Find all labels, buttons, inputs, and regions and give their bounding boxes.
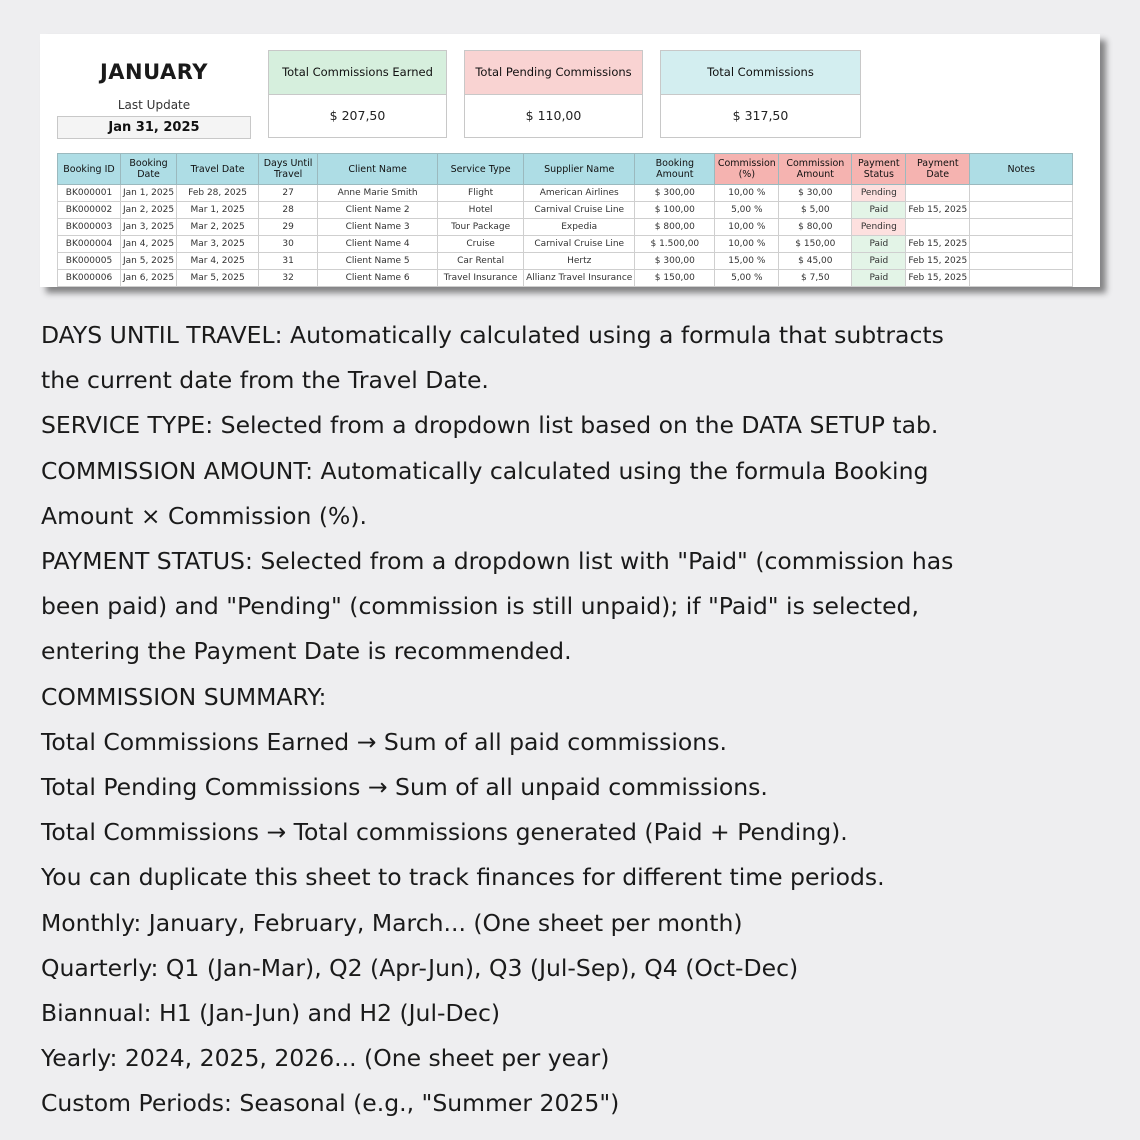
table-cell[interactable]: Tour Package — [438, 219, 524, 236]
table-row — [58, 185, 1073, 202]
table-row — [58, 202, 1073, 219]
note-line: Amount × Commission (%). — [41, 501, 367, 530]
table-cell[interactable]: Mar 2, 2025 — [177, 219, 259, 236]
table-cell[interactable]: Paid — [852, 236, 906, 253]
note-line: Monthly: January, February, March... (One sheet per month) — [41, 908, 743, 937]
last-update-label: Last Update — [117, 98, 191, 112]
table-cell[interactable]: 31 — [259, 253, 318, 270]
card-label: Total Pending Commissions — [465, 51, 642, 95]
column-header[interactable]: Commission (%) — [715, 154, 779, 185]
column-header[interactable]: Payment Date — [906, 154, 970, 185]
table-row — [58, 270, 1073, 287]
table-cell[interactable]: Allianz Travel Insurance — [524, 270, 635, 287]
table-cell[interactable]: Paid — [852, 270, 906, 287]
note-line: DAYS UNTIL TRAVEL: Automatically calculated using a formula that subtracts — [41, 321, 944, 349]
table-cell[interactable]: $ 80,00 — [779, 219, 852, 236]
table-cell[interactable]: Feb 15, 2025 — [906, 253, 970, 270]
note-line: COMMISSION AMOUNT: Automatically calculated using the formula Booking — [41, 456, 929, 485]
table-cell[interactable]: Mar 1, 2025 — [177, 202, 259, 219]
table-cell[interactable]: Feb 15, 2025 — [906, 236, 970, 253]
table-row — [58, 236, 1073, 253]
table-cell[interactable]: 28 — [259, 202, 318, 219]
table-cell[interactable] — [970, 219, 1073, 236]
note-line: been paid) and "Pending" (commission is still unpaid); if "Paid" is selected, — [41, 592, 919, 621]
table-cell[interactable]: $ 300,00 — [635, 253, 715, 270]
column-header[interactable]: Booking Amount — [635, 154, 715, 185]
table-cell[interactable]: Feb 28, 2025 — [177, 185, 259, 202]
table-cell[interactable]: 5,00 % — [715, 270, 779, 287]
table-cell[interactable]: 10,00 % — [715, 236, 779, 253]
table-cell[interactable]: Mar 3, 2025 — [177, 236, 259, 253]
total-pending-card — [464, 50, 643, 138]
table-cell[interactable]: $ 300,00 — [635, 185, 715, 202]
table-cell[interactable]: Expedia — [524, 219, 635, 236]
table-cell[interactable]: Carnival Cruise Line — [524, 202, 635, 219]
column-header[interactable]: Travel Date — [177, 154, 259, 185]
table-cell[interactable]: $ 7,50 — [779, 270, 852, 287]
table-cell[interactable]: BK000002 — [58, 202, 121, 219]
table-cell[interactable]: Paid — [852, 202, 906, 219]
table-cell[interactable]: Jan 5, 2025 — [121, 253, 177, 270]
table-cell[interactable]: BK000004 — [58, 236, 121, 253]
column-header[interactable]: Booking ID — [58, 154, 121, 185]
table-cell[interactable]: Jan 3, 2025 — [121, 219, 177, 236]
table-cell[interactable]: 29 — [259, 219, 318, 236]
table-cell[interactable]: Feb 15, 2025 — [906, 270, 970, 287]
last-update-date[interactable]: Jan 31, 2025 — [57, 116, 251, 139]
note-line: Custom Periods: Seasonal (e.g., "Summer 2025") — [41, 1089, 620, 1118]
table-cell[interactable]: Mar 5, 2025 — [177, 270, 259, 287]
table-cell[interactable]: 15,00 % — [715, 253, 779, 270]
table-cell[interactable] — [970, 270, 1073, 287]
table-cell[interactable]: BK000005 — [58, 253, 121, 270]
table-cell[interactable]: Jan 4, 2025 — [121, 236, 177, 253]
table-cell[interactable]: $ 45,00 — [779, 253, 852, 270]
note-line: Biannual: H1 (Jan-Jun) and H2 (Jul-Dec) — [41, 999, 501, 1028]
table-cell[interactable]: Client Name 5 — [318, 253, 438, 270]
table-cell[interactable]: Hertz — [524, 253, 635, 270]
column-header[interactable]: Booking Date — [121, 154, 177, 185]
table-cell[interactable]: Pending — [852, 219, 906, 236]
table-cell[interactable]: Paid — [852, 253, 906, 270]
note-line: entering the Payment Date is recommended. — [41, 637, 572, 666]
table-cell[interactable]: Feb 15, 2025 — [906, 202, 970, 219]
card-value: $ 110,00 — [525, 108, 582, 123]
table-cell[interactable]: Anne Marie Smith — [318, 185, 438, 202]
card-label: Total Commissions Earned — [269, 51, 446, 95]
column-header[interactable]: Service Type — [438, 154, 524, 185]
table-cell[interactable]: American Airlines — [524, 185, 635, 202]
column-header[interactable]: Notes — [970, 154, 1073, 185]
instructions-text — [41, 313, 1121, 1127]
table-cell[interactable]: 27 — [259, 185, 318, 202]
table-cell[interactable]: $ 800,00 — [635, 219, 715, 236]
table-cell[interactable]: $ 150,00 — [635, 270, 715, 287]
table-cell[interactable]: Mar 4, 2025 — [177, 253, 259, 270]
note-line: COMMISSION SUMMARY: — [41, 682, 327, 711]
table-cell[interactable]: 32 — [259, 270, 318, 287]
note-line: Yearly: 2024, 2025, 2026... (One sheet per year) — [41, 1044, 610, 1073]
note-line: Quarterly: Q1 (Jan-Mar), Q2 (Apr-Jun), Q3 (Jul-Sep), Q4 (Oct-Dec) — [41, 953, 799, 982]
table-cell[interactable] — [970, 185, 1073, 202]
column-header[interactable]: Commission Amount — [779, 154, 852, 185]
note-line: Total Commissions → Total commissions generated (Paid + Pending). — [41, 818, 848, 847]
table-cell[interactable]: $ 100,00 — [635, 202, 715, 219]
table-cell[interactable]: Client Name 2 — [318, 202, 438, 219]
table-cell[interactable]: Client Name 3 — [318, 219, 438, 236]
table-cell[interactable]: $ 150,00 — [779, 236, 852, 253]
table-header-row — [58, 154, 1073, 185]
table-cell[interactable]: 30 — [259, 236, 318, 253]
note-line: You can duplicate this sheet to track finances for different time periods. — [41, 863, 885, 892]
table-cell[interactable]: Travel Insurance — [438, 270, 524, 287]
note-line: the current date from the Travel Date. — [41, 366, 489, 395]
table-cell[interactable]: 5,00 % — [715, 202, 779, 219]
table-cell[interactable]: $ 5,00 — [779, 202, 852, 219]
table-cell[interactable]: BK000003 — [58, 219, 121, 236]
table-cell[interactable]: Jan 6, 2025 — [121, 270, 177, 287]
table-cell[interactable]: $ 1.500,00 — [635, 236, 715, 253]
column-header[interactable]: Client Name — [318, 154, 438, 185]
table-row — [58, 219, 1073, 236]
card-label: Total Commissions — [661, 51, 860, 95]
column-header[interactable]: Days Until Travel — [259, 154, 318, 185]
table-cell[interactable] — [970, 236, 1073, 253]
note-line: Total Commissions Earned → Sum of all paid commissions. — [41, 727, 727, 756]
table-cell[interactable] — [906, 219, 970, 236]
note-line: SERVICE TYPE: Selected from a dropdown list based on the DATA SETUP tab. — [41, 411, 939, 440]
column-header[interactable]: Payment Status — [852, 154, 906, 185]
total-earned-card — [268, 50, 447, 138]
column-header[interactable]: Supplier Name — [524, 154, 635, 185]
table-cell[interactable]: $ 30,00 — [779, 185, 852, 202]
card-value: $ 207,50 — [329, 108, 386, 123]
table-cell[interactable]: 10,00 % — [715, 219, 779, 236]
table-cell[interactable]: Client Name 4 — [318, 236, 438, 253]
table-cell[interactable]: Pending — [852, 185, 906, 202]
table-cell[interactable]: Jan 1, 2025 — [121, 185, 177, 202]
spreadsheet-screenshot — [40, 34, 1100, 287]
table-cell[interactable] — [906, 185, 970, 202]
table-cell[interactable]: Hotel — [438, 202, 524, 219]
table-cell[interactable]: Client Name 6 — [318, 270, 438, 287]
table-cell[interactable] — [970, 253, 1073, 270]
table-cell[interactable]: Car Rental — [438, 253, 524, 270]
table-cell[interactable]: 10,00 % — [715, 185, 779, 202]
note-line: PAYMENT STATUS: Selected from a dropdown list with "Paid" (commission has — [41, 547, 954, 576]
table-cell[interactable]: Flight — [438, 185, 524, 202]
table-cell[interactable]: BK000006 — [58, 270, 121, 287]
card-value: $ 317,50 — [732, 108, 789, 123]
table-row — [58, 253, 1073, 270]
table-cell[interactable]: Cruise — [438, 236, 524, 253]
bookings-table — [57, 153, 1073, 287]
table-cell[interactable]: BK000001 — [58, 185, 121, 202]
note-line: Total Pending Commissions → Sum of all unpaid commissions. — [41, 773, 768, 802]
table-cell[interactable] — [970, 202, 1073, 219]
table-cell[interactable]: Carnival Cruise Line — [524, 236, 635, 253]
month-title: JANUARY — [99, 60, 209, 84]
total-commissions-card — [660, 50, 861, 138]
table-cell[interactable]: Jan 2, 2025 — [121, 202, 177, 219]
